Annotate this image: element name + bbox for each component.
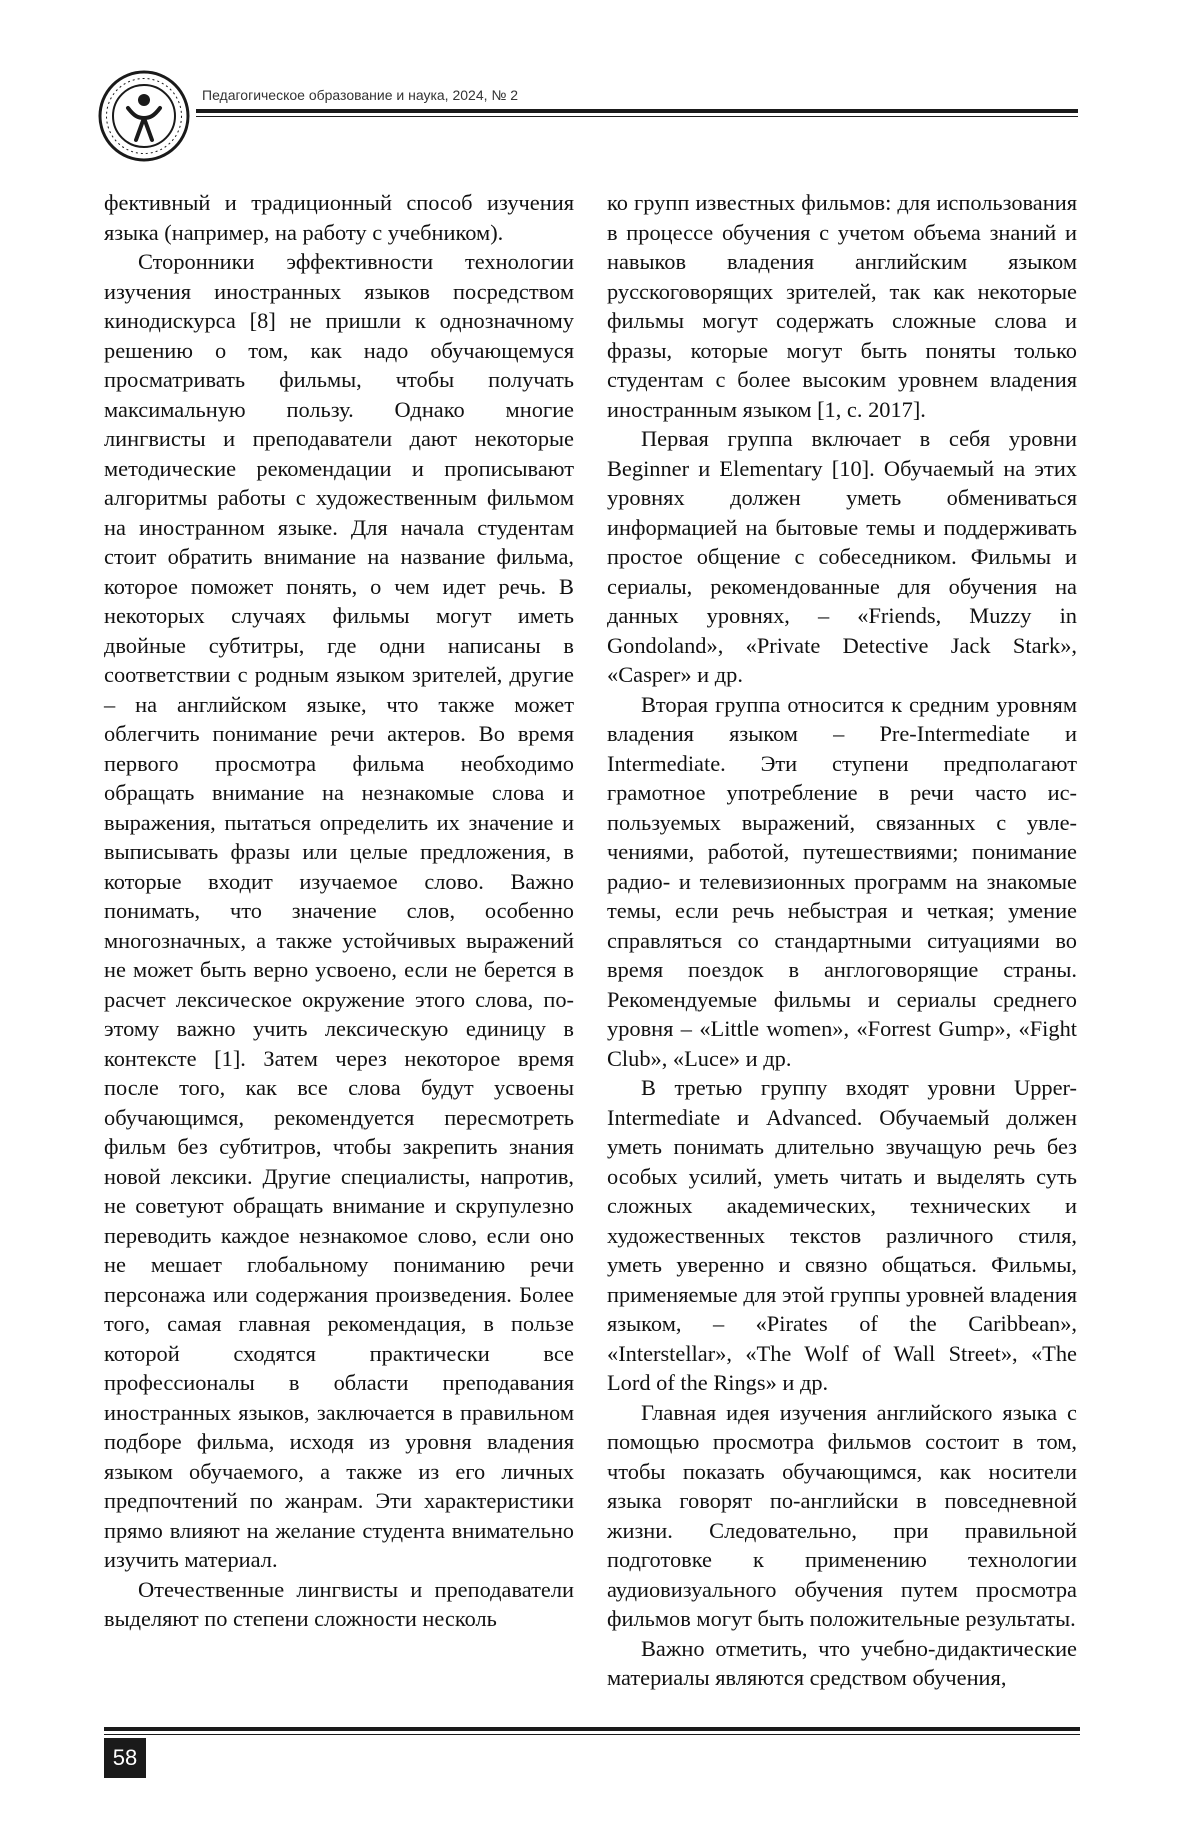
header-rule-thin [196, 116, 1078, 117]
right-column [607, 188, 1077, 1693]
left-column [104, 188, 574, 1634]
page-header [98, 60, 1078, 170]
page-number: 58 [104, 1738, 146, 1778]
paragraph: ко групп известных фильмов: для использования в процессе обучения с учетом объема знаний и навыков владения английским языком русскоговорящих зрителей, так как некоторые фильмы могут содержать сложные слова и фразы, которые могут быть поняты только студентам с более высоким уровнем владения иностранным языком [1, с. 2017]. [607, 190, 1077, 422]
footer-rule [104, 1727, 1080, 1731]
paragraph: Первая группа включает в себя уровни Beginner и Elementary [10]. Обучаемый на этих уровнях должен уметь обмениваться информацией на бытовые темы и поддерживать простое общение с собеседником. Фильмы и сериалы, рекомендованные для обучения на данных уровнях, – «Friends, Muzzy in Gondoland», «Private Detective Jack Stark», «Casper» и др. [607, 426, 1077, 687]
paragraph: В третью группу входят уровни Upper-Intermediate и Advanced. Обучаемый должен уметь понимать длительно звучащую речь без особых усилий, уметь читать и выделять суть сложных академических, технических и художественных текстов различного стиля, уметь уверенно и связно общаться. Фильмы, применяемые для этой группы уровней владения языком, – «Pirates of the Caribbean», «Interstellar», «The Wolf of Wall Street», «The Lord of the Rings» и др. [607, 1075, 1077, 1395]
paragraph: фективный и традиционный способ изучения языка (например, на работу с учебником). [104, 190, 574, 245]
footer-rule-thin [104, 1734, 1080, 1735]
paragraph: Сторонники эффективности технологии изучения иностранных языков посредством кинодискурса [8] не пришли к однозначному решению о том, как надо обучающемуся просматривать фильмы, чтобы получать максимальную пользу. Однако многие лингвисты и преподаватели дают некоторые методические рекомендации и прописывают алгоритмы работы с художественным фильмом на иностранном языке. Для начала студентам стоит обратить внимание на название фильма, которое поможет понять, о чем идет речь. В некоторых случаях фильмы могут иметь двойные субтитры, где одни написаны в соответствии с родным языком зрителей, другие – на английском языке, что также может облегчить понимание речи актеров. Во время первого просмотра фильма необходимо обращать внимание на незнакомые слова и выражения, пытаться определить их значение и выписывать фразы или целые предложения, в которые входит изучаемое слово. Важно понимать, что значение слов, особенно многозначных, а также устойчивых выражений не может быть верно усвоено, если не берется в расчет лексическое окружение этого слова, поэтому важно учить лексическую единицу в контексте [1]. Затем через некоторое время после того, как все слова будут усвоены обучающимся, рекомендуется пересмотреть фильм без субтитров, чтобы закрепить знания новой лексики. Другие специалисты, напротив, не советуют обращать внимание и скрупулезно переводить каждое незнакомое слово, если оно не мешает глобальному пониманию речи персонажа или содержания произведения. Более того, самая главная рекомендация, в пользе которой сходятся практически все профессионалы в области преподавания иностранных языков, заключается в правильном подборе фильма, исходя из уровня владения языком обучаемого, а также из его личных предпочтений по жанрам. Эти характеристики прямо влияют на желание студента внимательно изучить материал. [104, 249, 574, 1572]
paragraph: Главная идея изучения английского языка с помощью просмотра фильмов состоит в том, чтобы показать обучающимся, как носители языка говорят по-английски в повседневной жизни. Следовательно, при правильной подготовке к применению технологии аудиовизуального обучения путем просмотра фильмов могут быть положительные результаты. [607, 1399, 1077, 1631]
paragraph: Важно отметить, что учебно-дидактические материалы являются средством обучения, [607, 1635, 1077, 1690]
article-body [104, 188, 1080, 1708]
paragraph: Вторая группа относится к средним уровням владения языком – Pre-Intermediate и Intermediate. Эти ступени предполагают грамотное употребление в речи часто используемых выражений, связанных с увлечениями, работой, путешествиями; понимание радио- и телевизионных программ на знакомые темы, если речь небыстрая и четкая; умение справляться со стандартными ситуациями во время поездок в англоговорящие страны. Рекомендуемые фильмы и сериалы среднего уровня – «Little women», «Forrest Gump», «Fight Club», «Luce» и др. [607, 691, 1077, 1071]
journal-seal-icon [98, 70, 190, 162]
journal-title: Педагогическое образование и наука, 2024, № 2 [202, 87, 519, 103]
paragraph: Отечественные лингвисты и преподаватели выделяют по степени сложности несколь [104, 1576, 574, 1631]
header-rule [196, 109, 1078, 113]
